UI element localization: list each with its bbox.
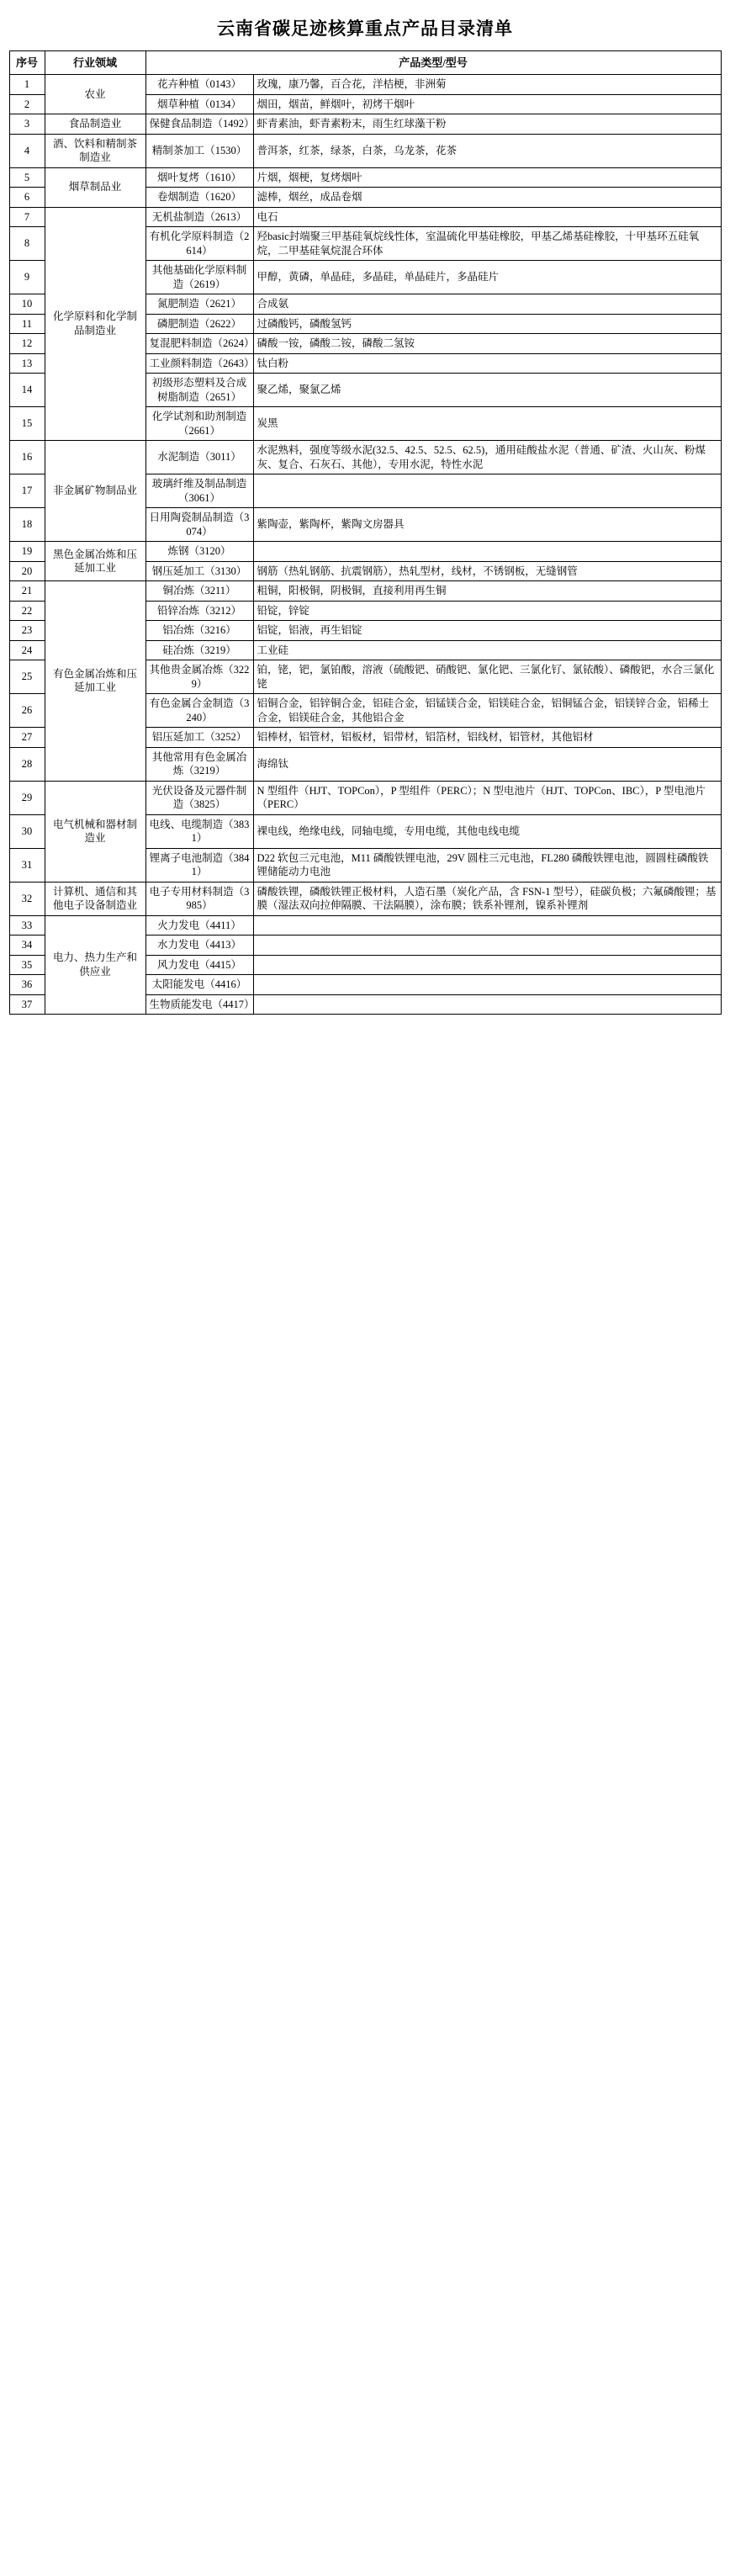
row-number: 1 [9, 75, 45, 95]
product-type-cell: 水泥制造（3011） [145, 441, 253, 474]
table-row [9, 915, 721, 936]
product-type-cell: 日用陶瓷制品制造（3074） [145, 508, 253, 542]
product-list-cell: 工业硅 [253, 640, 721, 660]
industry-field-cell: 烟草制品业 [45, 167, 145, 207]
product-type-cell: 电线、电缆制造（3831） [145, 814, 253, 848]
table-row [9, 781, 721, 814]
product-list-cell [253, 915, 721, 936]
product-type-cell: 初级形态塑料及合成树脂制造（2651） [145, 374, 253, 407]
industry-field-cell: 食品制造业 [45, 114, 145, 135]
product-type-cell: 火力发电（4411） [145, 915, 253, 936]
product-type-cell: 水力发电（4413） [145, 936, 253, 956]
table-body [9, 75, 721, 1015]
row-number: 23 [9, 621, 45, 641]
product-list-cell: 过磷酸钙，磷酸氢钙 [253, 314, 721, 334]
product-list-cell [253, 542, 721, 562]
row-number: 18 [9, 508, 45, 542]
product-list-cell: 片烟，烟梗，复烤烟叶 [253, 167, 721, 188]
row-number: 4 [9, 134, 45, 167]
product-type-cell: 风力发电（4415） [145, 955, 253, 975]
table-row [9, 542, 721, 562]
product-type-cell: 钢压延加工（3130） [145, 561, 253, 581]
product-list-cell: 铅锭，锌锭 [253, 601, 721, 621]
product-type-cell: 光伏设备及元器件制造（3825） [145, 781, 253, 814]
product-type-cell: 硅冶炼（3219） [145, 640, 253, 660]
product-type-cell: 有机化学原料制造（2614） [145, 227, 253, 261]
product-list-cell: 玫瑰，康乃馨，百合花，洋桔梗，非洲菊 [253, 75, 721, 95]
row-number: 16 [9, 441, 45, 474]
industry-field-cell: 电力、热力生产和供应业 [45, 915, 145, 1015]
product-type-cell: 铜冶炼（3211） [145, 581, 253, 602]
product-list-cell [253, 936, 721, 956]
row-number: 29 [9, 781, 45, 814]
product-type-cell: 烟叶复烤（1610） [145, 167, 253, 188]
product-type-cell: 花卉种植（0143） [145, 75, 253, 95]
product-list-cell: 烟田，烟苗，鲜烟叶，初烤干烟叶 [253, 94, 721, 114]
row-number: 25 [9, 660, 45, 694]
row-number: 15 [9, 407, 45, 441]
product-type-cell: 工业颜料制造（2643） [145, 353, 253, 374]
row-number: 27 [9, 728, 45, 748]
industry-field-cell: 电气机械和器材制造业 [45, 781, 145, 882]
industry-field-cell: 非金属矿物制品业 [45, 441, 145, 542]
industry-field-cell: 计算机、通信和其他电子设备制造业 [45, 882, 145, 915]
product-list-cell [253, 474, 721, 508]
row-number: 34 [9, 936, 45, 956]
product-list-cell: 海绵钛 [253, 747, 721, 781]
column-header-type: 产品类型/型号 [145, 51, 721, 75]
product-list-cell: 合成氨 [253, 294, 721, 315]
product-type-cell: 铝冶炼（3216） [145, 621, 253, 641]
product-list-cell: 磷酸一铵，磷酸二铵，磷酸二氢铵 [253, 334, 721, 354]
table-row [9, 114, 721, 135]
product-list-cell: 普洱茶，红茶，绿茶，白茶，乌龙茶，花茶 [253, 134, 721, 167]
row-number: 12 [9, 334, 45, 354]
row-number: 26 [9, 694, 45, 728]
row-number: 9 [9, 261, 45, 294]
product-type-cell: 磷肥制造（2622） [145, 314, 253, 334]
row-number: 31 [9, 848, 45, 882]
product-type-cell: 铝压延加工（3252） [145, 728, 253, 748]
product-type-cell: 炼钢（3120） [145, 542, 253, 562]
product-type-cell: 其他贵金属冶炼（3229） [145, 660, 253, 694]
row-number: 37 [9, 994, 45, 1015]
product-list-cell: 甲醇，黄磷，单晶硅，多晶硅，单晶硅片，多晶硅片 [253, 261, 721, 294]
table-header-row [9, 51, 721, 75]
product-list-cell: 水泥熟料，强度等级水泥(32.5、42.5、52.5、62.5)，通用硅酸盐水泥（普通、矿渣、火山灰、粉煤灰、复合、石灰石、其他），专用水泥，特性水泥 [253, 441, 721, 474]
product-list-cell: 铝棒材，铝管材，铝板材，铝带材，铝箔材，铝线材，铝管材，其他铝材 [253, 728, 721, 748]
row-number: 20 [9, 561, 45, 581]
table-row [9, 207, 721, 227]
table-row [9, 75, 721, 95]
product-list-cell: 磷酸铁锂，磷酸铁锂正极材料，人造石墨（炭化产品，含 FSN-1 型号），硅碳负极；六氟磷酸锂；基膜（湿法双向拉伸隔膜、干法隔膜），涂布膜；铁系补锂剂，镍系补锂剂 [253, 882, 721, 915]
product-list-cell: D22 软包三元电池，M11 磷酸铁锂电池，29V 圆柱三元电池，FL280 磷酸铁锂电池，圆圆柱磷酸铁锂储能动力电池 [253, 848, 721, 882]
row-number: 5 [9, 167, 45, 188]
product-type-cell: 化学试剂和助剂制造 （2661） [145, 407, 253, 441]
product-list-cell: 钢筋（热轧钢筋、抗震钢筋），热轧型材，线材，不锈钢板，无缝钢管 [253, 561, 721, 581]
row-number: 3 [9, 114, 45, 135]
row-number: 17 [9, 474, 45, 508]
column-header-field: 行业领域 [45, 51, 145, 75]
product-list-cell: 滤棒，烟丝，成品卷烟 [253, 188, 721, 208]
row-number: 33 [9, 915, 45, 936]
row-number: 24 [9, 640, 45, 660]
column-header-no: 序号 [9, 51, 45, 75]
table-row [9, 167, 721, 188]
row-number: 7 [9, 207, 45, 227]
product-type-cell: 卷烟制造（1620） [145, 188, 253, 208]
row-number: 28 [9, 747, 45, 781]
document-page [0, 0, 730, 1023]
row-number: 36 [9, 975, 45, 995]
product-list-cell: 钛白粉 [253, 353, 721, 374]
product-type-cell: 烟草种植（0134） [145, 94, 253, 114]
product-type-cell: 玻璃纤维及制品制造 （3061） [145, 474, 253, 508]
product-list-cell [253, 955, 721, 975]
product-list-cell: 裸电线，绝缘电线，同轴电缆，专用电缆，其他电线电缆 [253, 814, 721, 848]
product-list-cell: 虾青素油，虾青素粉末，雨生红球藻干粉 [253, 114, 721, 135]
row-number: 22 [9, 601, 45, 621]
industry-field-cell: 酒、饮料和精制茶制造业 [45, 134, 145, 167]
product-list-cell: 铝铜合金，铝锌铜合金，铝硅合金，铝锰镁合金，铝镁硅合金，铝铜锰合金，铝镁锌合金，铝稀土合金，铝镁硅合金，其他铝合金 [253, 694, 721, 728]
row-number: 2 [9, 94, 45, 114]
product-type-cell: 生物质能发电（4417） [145, 994, 253, 1015]
product-type-cell: 复混肥料制造（2624） [145, 334, 253, 354]
product-type-cell: 电子专用材料制造（3985） [145, 882, 253, 915]
row-number: 8 [9, 227, 45, 261]
product-type-cell: 其他常用有色金属冶炼（3219） [145, 747, 253, 781]
product-type-cell: 氮肥制造（2621） [145, 294, 253, 315]
industry-field-cell: 有色金属冶炼和压延加工业 [45, 581, 145, 782]
product-type-cell: 其他基础化学原料制造（2619） [145, 261, 253, 294]
product-catalog-table [9, 50, 722, 1015]
row-number: 10 [9, 294, 45, 315]
product-list-cell: 紫陶壶，紫陶杯，紫陶文房器具 [253, 508, 721, 542]
page-title: 云南省碳足迹核算重点产品目录清单 [217, 19, 513, 39]
industry-field-cell: 农业 [45, 75, 145, 114]
product-type-cell: 铅锌冶炼（3212） [145, 601, 253, 621]
product-list-cell [253, 994, 721, 1015]
product-type-cell: 无机盐制造（2613） [145, 207, 253, 227]
product-list-cell: 铂，铑，钯，氯铂酸，溶液（硫酸钯、硝酸钯、氯化钯、三氯化钌、氯铱酸）、磷酸钯，水合三氯化铑 [253, 660, 721, 694]
product-list-cell: 铝锭，铝液，再生铝锭 [253, 621, 721, 641]
product-list-cell: 聚乙烯，聚氯乙烯 [253, 374, 721, 407]
product-list-cell [253, 975, 721, 995]
industry-field-cell: 化学原料和化学制品制造业 [45, 207, 145, 441]
product-type-cell: 精制茶加工（1530） [145, 134, 253, 167]
row-number: 19 [9, 542, 45, 562]
row-number: 32 [9, 882, 45, 915]
product-list-cell: 羟basic封端聚三甲基硅氧烷线性体，室温硫化甲基硅橡胶，甲基乙烯基硅橡胶，十甲基环五硅氧烷，二甲基硅氧烷混合环体 [253, 227, 721, 261]
product-type-cell: 有色金属合金制造（3240） [145, 694, 253, 728]
row-number: 21 [9, 581, 45, 602]
table-row [9, 882, 721, 915]
table-row [9, 134, 721, 167]
table-row [9, 441, 721, 474]
row-number: 11 [9, 314, 45, 334]
table-row [9, 581, 721, 602]
row-number: 14 [9, 374, 45, 407]
row-number: 30 [9, 814, 45, 848]
product-list-cell: 电石 [253, 207, 721, 227]
industry-field-cell: 黑色金属冶炼和压延加工业 [45, 542, 145, 581]
table-header [9, 51, 721, 75]
row-number: 35 [9, 955, 45, 975]
row-number: 13 [9, 353, 45, 374]
product-type-cell: 锂离子电池制造（3841） [145, 848, 253, 882]
product-list-cell: 炭黑 [253, 407, 721, 441]
product-list-cell: 粗铜，阳极铜，阴极铜，直接利用再生铜 [253, 581, 721, 602]
row-number: 6 [9, 188, 45, 208]
product-list-cell: N 型组件（HJT、TOPCon），P 型组件（PERC）；N 型电池片（HJT、TOPCon、IBC），P 型电池片（PERC） [253, 781, 721, 814]
product-type-cell: 保健食品制造（1492） [145, 114, 253, 135]
product-type-cell: 太阳能发电（4416） [145, 975, 253, 995]
